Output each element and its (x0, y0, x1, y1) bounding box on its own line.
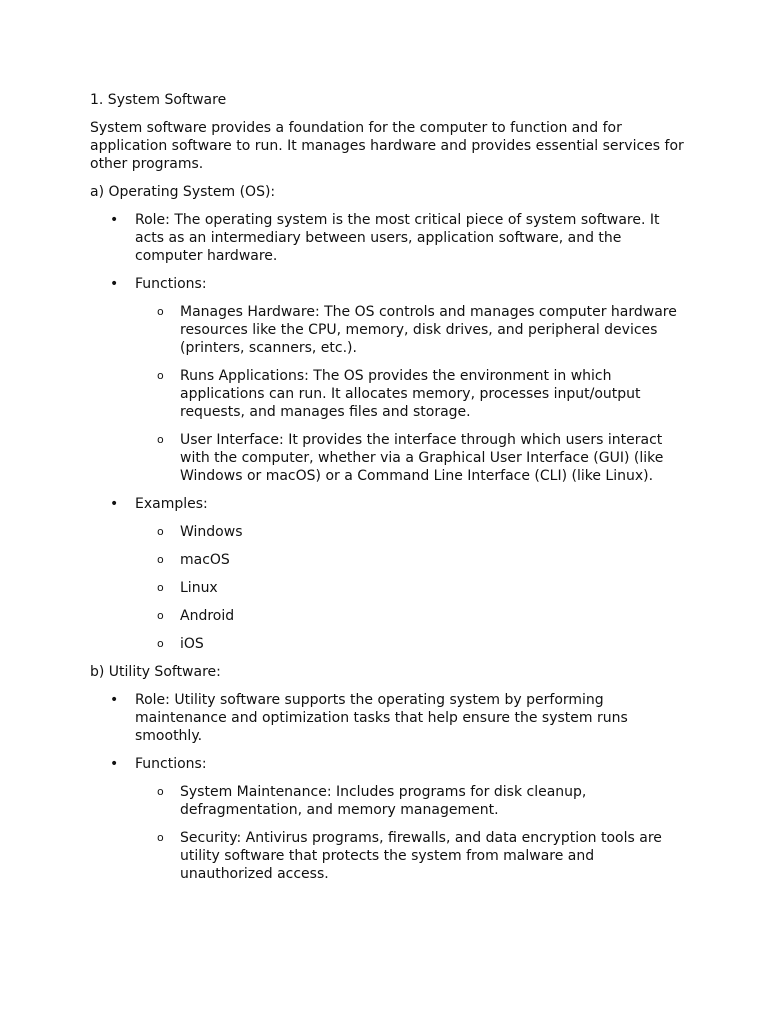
list-item-text: System Maintenance: Includes programs for disk cleanup, defragmentation, and memory management. (180, 784, 587, 818)
list-item-text: Linux (180, 580, 218, 596)
list-item (135, 523, 690, 541)
bullet-icon: • (110, 756, 119, 772)
list-item-text: iOS (180, 636, 204, 652)
list-item (135, 431, 690, 485)
utility-functions-list (135, 783, 690, 883)
os-list (90, 211, 690, 653)
sub-bullet-icon: o (157, 369, 164, 382)
sub-bullet-icon: o (157, 637, 164, 650)
utility-subheading: b) Utility Software: (90, 664, 221, 680)
list-item (135, 303, 690, 357)
sub-bullet-icon: o (157, 433, 164, 446)
list-item (90, 211, 690, 265)
list-item (135, 607, 690, 625)
list-item-text: User Interface: It provides the interface through which users interact with the computer, whether via a Graphical User Interface (GUI) (like Windows or macOS) or a Command Line Interface (CLI) (like Linux). (180, 432, 664, 484)
os-role-text: Role: The operating system is the most critical piece of system software. It acts as an intermediary between users, application software, and the computer hardware. (135, 212, 660, 264)
list-item-text: Windows (180, 524, 243, 540)
sub-bullet-icon: o (157, 609, 164, 622)
list-item-text: Runs Applications: The OS provides the environment in which applications can run. It allocates memory, processes input/output requests, and manages files and storage. (180, 368, 641, 420)
sub-bullet-icon: o (157, 525, 164, 538)
list-item (135, 635, 690, 653)
os-examples-label: Examples: (135, 496, 208, 512)
section-heading: 1. System Software (90, 92, 227, 108)
utility-role-text: Role: Utility software supports the operating system by performing maintenance and optimization tasks that help ensure the system runs smoothly. (135, 692, 628, 744)
list-item (135, 829, 690, 883)
list-item-text: Manages Hardware: The OS controls and manages computer hardware resources like the CPU, memory, disk drives, and peripheral devices (printers, scanners, etc.). (180, 304, 677, 356)
sub-bullet-icon: o (157, 831, 164, 844)
os-functions-list (135, 303, 690, 485)
list-item (135, 367, 690, 421)
intro-paragraph: System software provides a foundation for the computer to function and for application software to run. It manages hardware and provides essential services for other programs. (90, 120, 684, 172)
list-item-text: macOS (180, 552, 230, 568)
document-content (90, 91, 690, 893)
bullet-icon: • (110, 496, 119, 512)
list-item (90, 755, 690, 883)
list-item-text: Android (180, 608, 235, 624)
list-item-text: Security: Antivirus programs, firewalls, and data encryption tools are utility software that protects the system from malware and unauthorized access. (180, 830, 662, 882)
bullet-icon: • (110, 212, 119, 228)
utility-list (90, 691, 690, 883)
list-item (90, 495, 690, 653)
list-item (135, 579, 690, 597)
os-examples-list (135, 523, 690, 653)
list-item (135, 783, 690, 819)
list-item (90, 275, 690, 485)
sub-bullet-icon: o (157, 785, 164, 798)
os-functions-label: Functions: (135, 276, 207, 292)
list-item (90, 691, 690, 745)
bullet-icon: • (110, 692, 119, 708)
sub-bullet-icon: o (157, 305, 164, 318)
bullet-icon: • (110, 276, 119, 292)
utility-functions-label: Functions: (135, 756, 207, 772)
sub-bullet-icon: o (157, 581, 164, 594)
list-item (135, 551, 690, 569)
sub-bullet-icon: o (157, 553, 164, 566)
os-subheading: a) Operating System (OS): (90, 184, 276, 200)
